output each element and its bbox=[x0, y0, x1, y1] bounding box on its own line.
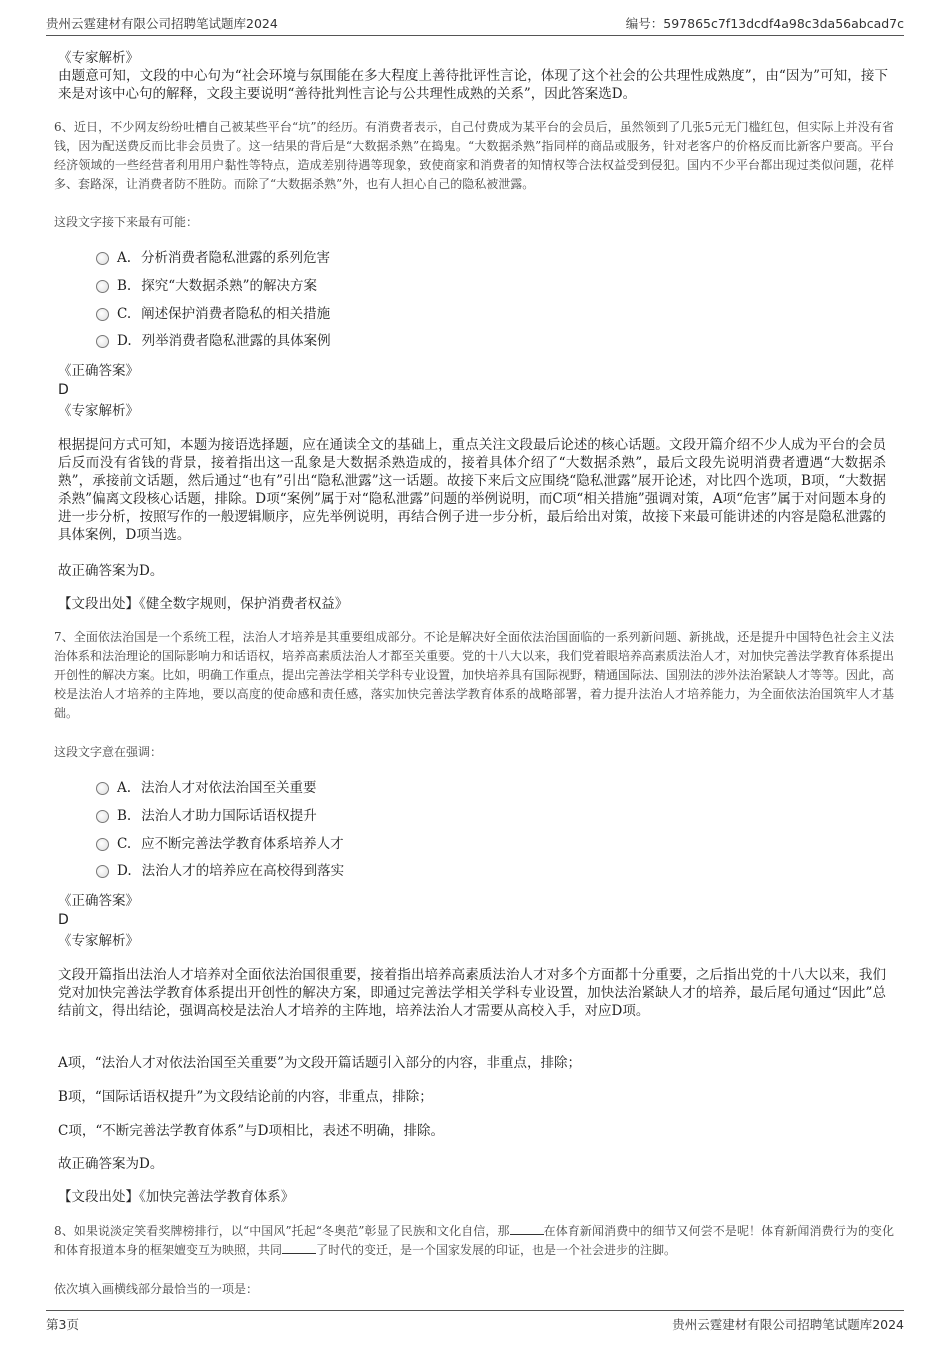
q6-prompt: 这段文字接下来最有可能： bbox=[54, 215, 199, 229]
option-letter: A. bbox=[117, 780, 132, 796]
q8-text-part-1: 8、如果说淡定笑看奖牌榜排行，以“中国风”托起“冬奥范”彰显了民族和文化自信，那 bbox=[54, 1224, 510, 1238]
page-number: 第3页 bbox=[46, 1317, 79, 1332]
q7-option-d[interactable] bbox=[96, 862, 344, 880]
radio-icon[interactable] bbox=[96, 335, 109, 348]
option-letter: D. bbox=[117, 333, 132, 349]
q6-source: 【文段出处】《健全数字规则，保护消费者权益》 bbox=[58, 596, 349, 612]
option-text: 列举消费者隐私泄露的具体案例 bbox=[141, 333, 331, 349]
fill-blank-1 bbox=[510, 1223, 544, 1235]
radio-icon[interactable] bbox=[96, 252, 109, 265]
q6-option-d[interactable] bbox=[96, 332, 331, 350]
fill-blank-2 bbox=[282, 1242, 316, 1254]
q7-option-b[interactable] bbox=[96, 807, 317, 825]
option-text: 分析消费者隐私泄露的系列危害 bbox=[141, 250, 331, 266]
option-text: 法治人才的培养应在高校得到落实 bbox=[141, 863, 345, 879]
q7-analysis-a: A项，“法治人才对依法治国至关重要”为文段开篇话题引入部分的内容，非重点，排除； bbox=[58, 1055, 582, 1071]
q7-answer-label: 《正确答案》 bbox=[58, 893, 139, 909]
q8-question-text bbox=[54, 1222, 894, 1260]
option-letter: C. bbox=[117, 306, 132, 322]
option-letter: C. bbox=[117, 836, 132, 852]
option-letter: D. bbox=[117, 863, 132, 879]
q7-option-c[interactable] bbox=[96, 835, 344, 853]
q8-text-part-3: 了时代的变迁，是一个国家发展的印证，也是一个社会进步的注脚。 bbox=[316, 1243, 677, 1257]
option-text: 探究“大数据杀熟”的解决方案 bbox=[141, 278, 318, 294]
q7-option-a[interactable] bbox=[96, 779, 317, 797]
q7-answer-value: D bbox=[58, 912, 69, 928]
option-letter: A. bbox=[117, 250, 132, 266]
q7-question-text: 7、全面依法治国是一个系统工程，法治人才培养是其重要组成部分。不论是解决好全面依法治国面临的一系列新问题、新挑战，还是提升中国特色社会主义法治体系和法治理论的国际影响力和话语权，培养高素质法治人才都至关重要。党的十八大以来，我们党着眼培养高素质法治人才，对加快完善法学教育体系提出开创性的解决方案。比如，明确工作重点，提出完善法学相关学科专业设置，加快培养具有国际视野，精通国际法、国别法的涉外法治紧缺人才等等。因此，高校是法治人才培养的主阵地，要以高度的使命感和责任感，落实加快完善法学教育体系的战略部署，着力提升法治人才培养能力，为全面依法治国筑牢人才基础。 bbox=[54, 630, 895, 720]
radio-icon[interactable] bbox=[96, 865, 109, 878]
radio-icon[interactable] bbox=[96, 308, 109, 321]
q6-question-text: 6、近日，不少网友纷纷吐槽自己被某些平台“坑”的经历。有消费者表示，自己付费成为某平台的会员后，虽然领到了几张5元无门槛红包，但实际上并没有省钱，因为配送费反而比非会员贵了。这一结果的背后是“大数据杀熟”在捣鬼。“大数据杀熟”指同样的商品或服务，针对老客户的价格反而比新客户要高。平台经济领域的一些经营者利用用户黏性等特点，造成差别待遇等现象，致使商家和消费者的知情权等合法权益受到侵犯。国内不少平台都出现过类似问题，花样多、套路深，让消费者防不胜防。而除了“大数据杀熟”外，也有人担心自己的隐私被泄露。 bbox=[54, 120, 894, 191]
q6-option-b[interactable] bbox=[96, 277, 317, 295]
q7-source: 【文段出处】《加快完善法学教育体系》 bbox=[58, 1189, 295, 1205]
q7-prompt: 这段文字意在强调： bbox=[54, 745, 163, 759]
footer-title: 贵州云霆建材有限公司招聘笔试题库2024 bbox=[672, 1317, 904, 1332]
radio-icon[interactable] bbox=[96, 838, 109, 851]
option-text: 法治人才助力国际话语权提升 bbox=[141, 808, 317, 824]
option-text: 阐述保护消费者隐私的相关措施 bbox=[141, 306, 331, 322]
radio-icon[interactable] bbox=[96, 280, 109, 293]
q7-analysis-c: C项，“不断完善法学教育体系”与D项相比，表述不明确，排除。 bbox=[58, 1123, 444, 1139]
q6-option-c[interactable] bbox=[96, 305, 330, 323]
page-footer bbox=[46, 1310, 904, 1334]
q8-prompt: 依次填入画横线部分最恰当的一项是： bbox=[54, 1282, 259, 1296]
q6-answer-label: 《正确答案》 bbox=[58, 363, 139, 379]
q6-explanation: 根据提问方式可知，本题为接语选择题，应在通读全文的基础上，重点关注文段最后论述的核心话题。文段开篇介绍不少人成为平台的会员后反而没有省钱的背景，接着指出这一乱象是大数据杀熟造成的，接着具体介绍了“大数据杀熟”，最后文段先说明消费者遭遇“大数据杀熟”，承接前文话题，然后通过“也有”引出“隐私泄露”这一话题。故接下来后文应围绕“隐私泄露”展开论述，对比四个选项，B项，“大数据杀熟”偏离文段核心话题，排除。D项“案例”属于对“隐私泄露”问题的举例说明，而C项“相关措施”强调对策，A项“危害”属于对问题本身的进一步分析，按照写作的一般逻辑顺序，应先举例说明，再结合例子进一步分析，最后给出对策，故接下来最可能讲述的内容是隐私泄露的具体案例，D项当选。 bbox=[58, 437, 886, 543]
q6-expert-label: 《专家解析》 bbox=[58, 403, 139, 419]
option-letter: B. bbox=[117, 278, 132, 294]
q6-answer-value: D bbox=[58, 382, 69, 398]
q6-option-a[interactable] bbox=[96, 249, 330, 267]
option-letter: B. bbox=[117, 808, 132, 824]
radio-icon[interactable] bbox=[96, 782, 109, 795]
q7-analysis-b: B项，“国际话语权提升”为文段结论前的内容，非重点，排除； bbox=[58, 1089, 433, 1105]
header-doc-id: 编号：597865c7f13dcdf4a98c3da56abcad7c bbox=[625, 16, 904, 31]
q8-text-part-2: 在体育新闻消费中的细节又何尝不是呢！体育新闻消费行为的变化和体育报道本身的框架嬗变互为映照，共同 bbox=[54, 1224, 894, 1257]
radio-icon[interactable] bbox=[96, 810, 109, 823]
q5-explanation: 由题意可知，文段的中心句为“社会环境与氛围能在多大程度上善待批评性言论，体现了这个社会的公共理性成熟度”，由“因为”可知，接下来是对该中心句的解释，文段主要说明“善待批判性言论与公共理性成熟的关系”，因此答案选D。 bbox=[58, 68, 888, 102]
page-header bbox=[46, 14, 904, 36]
q7-conclusion: 故正确答案为D。 bbox=[58, 1156, 164, 1172]
header-title: 贵州云霆建材有限公司招聘笔试题库2024 bbox=[46, 16, 278, 31]
option-text: 法治人才对依法治国至关重要 bbox=[141, 780, 317, 796]
q5-expert-label: 《专家解析》 bbox=[58, 50, 139, 66]
option-text: 应不断完善法学教育体系培养人才 bbox=[141, 836, 344, 852]
q7-explanation: 文段开篇指出法治人才培养对全面依法治国很重要，接着指出培养高素质法治人才对多个方面都十分重要，之后指出党的十八大以来，我们党对加快完善法学教育体系提出开创性的解决方案，即通过完善法学相关学科专业设置，加快法治紧缺人才的培养，最后尾句通过“因此”总结前文，得出结论，强调高校是法治人才培养的主阵地，培养法治人才需要从高校入手，对应D项。 bbox=[58, 967, 886, 1019]
q6-conclusion: 故正确答案为D。 bbox=[58, 563, 164, 579]
q7-expert-label: 《专家解析》 bbox=[58, 933, 139, 949]
